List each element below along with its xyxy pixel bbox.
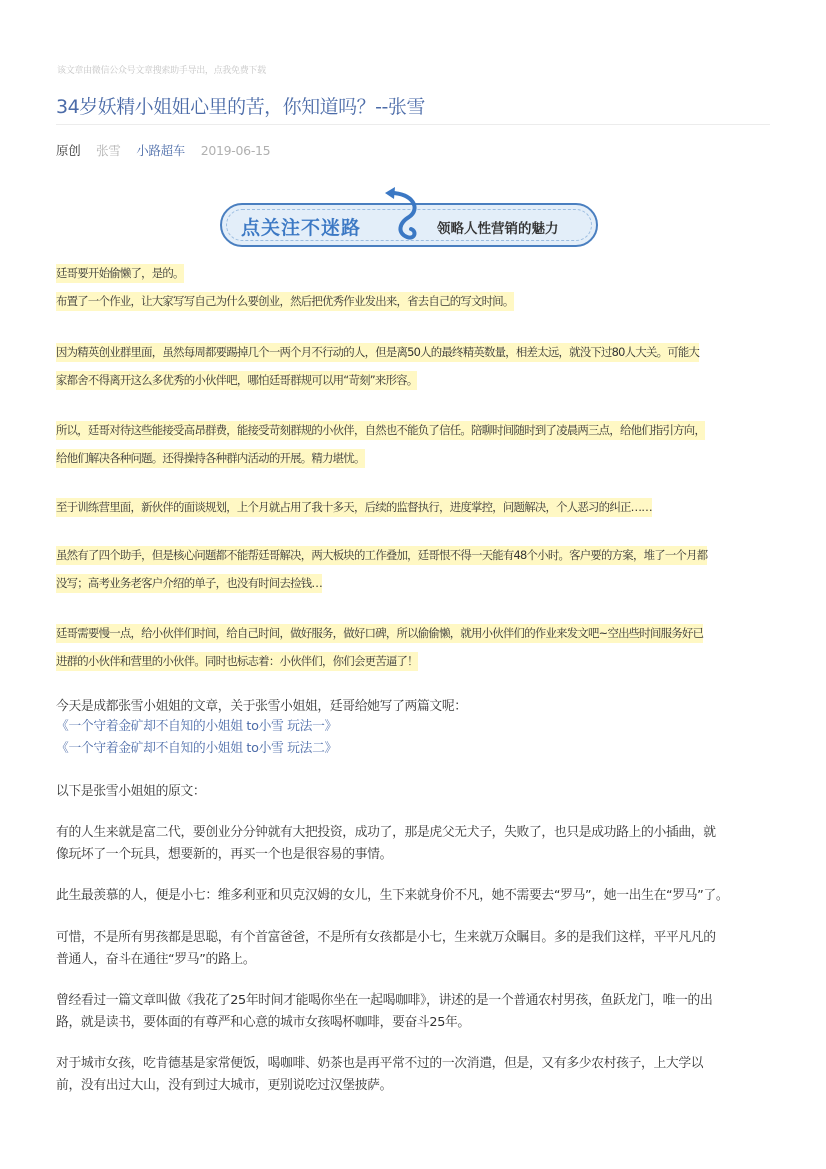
article-link-1[interactable]: 《一个守着金矿却不自知的小姐姐 to小雪 玩法一》 (56, 719, 337, 734)
export-watermark-link[interactable]: 该文章由微信公众号文章搜索助手导出，点我免费下载 (57, 66, 266, 76)
account-link[interactable]: 小路超车 (136, 143, 185, 158)
title-divider (56, 124, 770, 125)
highlighted-line: 进群的小伙伴和营里的小伙伴。同时也标志着：小伙伴们，你们会更苦逼了！ (56, 652, 418, 671)
original-badge: 原创 (56, 143, 81, 158)
publish-date: 2019-06-15 (200, 143, 271, 158)
highlighted-line: 虽然有了四个助手，但是核心问题都不能帮廷哥解决，两大板块的工作叠加，廷哥恨不得一天能有48个小时。客户要的方案，堆了一个月都 (56, 546, 707, 565)
author-name: 张雪 (96, 143, 121, 158)
article-meta (56, 141, 282, 159)
article-link-2[interactable]: 《一个守着金矿却不自知的小姐姐 to小雪 玩法二》 (56, 741, 337, 756)
highlighted-line: 家都舍不得离开这么多优秀的小伙伴吧，哪怕廷哥群规可以用“苛刻”来形容。 (56, 371, 417, 390)
body-line: 路，就是读书，要体面的有尊严和心意的城市女孩喝杯咖啡，要奋斗25年。 (56, 1015, 470, 1030)
follow-banner (217, 187, 603, 253)
highlighted-line: 给他们解决各种问题。还得操持各种群内活动的开展。精力堪忧。 (56, 449, 365, 468)
highlighted-line: 至于训练营里面，新伙伴的面谈规划，上个月就占用了我十多天，后续的监督执行，进度掌控，问题解决，个人恶习的纠正…… (56, 498, 652, 517)
body-line: 此生最羡慕的人，便是小七：维多利亚和贝克汉姆的女儿，生下来就身价不凡，她不需要去“罗马”，她一出生在“罗马”了。 (56, 888, 729, 903)
body-line: 可惜，不是所有男孩都是思聪，有个首富爸爸，不是所有女孩都是小七，生来就万众瞩目。多的是我们这样，平平凡凡的 (56, 930, 716, 945)
highlighted-line: 所以，廷哥对待这些能接受高昂群费，能接受苛刻群规的小伙伴，自然也不能负了信任。陪聊时间随时到了凌晨两三点，给他们指引方向， (56, 421, 705, 440)
body-line: 对于城市女孩，吃肯德基是家常便饭，喝咖啡、奶茶也是再平常不过的一次消遣，但是，又有多少农村孩子，上大学以 (56, 1056, 704, 1071)
highlighted-line: 布置了一个作业，让大家写写自己为什么要创业，然后把优秀作业发出来，省去自己的写文时间。 (56, 292, 514, 311)
swirl-arrow-icon (383, 187, 433, 253)
body-line: 像玩坏了一个玩具，想要新的，再买一个也是很容易的事情。 (56, 847, 393, 862)
banner-sub-text: 领略人性营销的魅力 (437, 221, 559, 237)
body-line: 前，没有出过大山，没有到过大城市，更别说吃过汉堡披萨。 (56, 1078, 393, 1093)
highlighted-line: 因为精英创业群里面，虽然每周都要踢掉几个一两个月不行动的人，但是离50人的最终精英数量，相差太远，就没下过80人大关。可能大 (56, 343, 699, 362)
body-line: 今天是成都张雪小姐姐的文章，关于张雪小姐姐，廷哥给她写了两篇文呢： (56, 699, 467, 714)
body-line: 以下是张雪小姐姐的原文： (56, 784, 206, 799)
highlighted-line: 廷哥要开始偷懒了，是的。 (56, 264, 184, 283)
article-title: 34岁妖精小姐姐心里的苦，你知道吗？--张雪 (56, 96, 425, 118)
highlighted-line: 没写；高考业务老客户介绍的单子，也没有时间去捡钱… (56, 574, 322, 593)
body-line: 普通人，奋斗在通往“罗马”的路上。 (56, 952, 256, 967)
body-line: 有的人生来就是富二代，要创业分分钟就有大把投资，成功了，那是虎父无犬子，失败了，也只是成功路上的小插曲，就 (56, 825, 716, 840)
highlighted-line: 廷哥需要慢一点，给小伙伴们时间，给自己时间，做好服务，做好口碑，所以偷偷懒，就用小伙伴们的作业来发文吧~空出些时间服务好已 (56, 624, 703, 643)
body-line: 曾经看过一篇文章叫做《我花了25年时间才能喝你坐在一起喝咖啡》，讲述的是一个普通农村男孩，鱼跃龙门，唯一的出 (56, 993, 713, 1008)
banner-main-text: 点关注不迷路 (241, 217, 362, 239)
